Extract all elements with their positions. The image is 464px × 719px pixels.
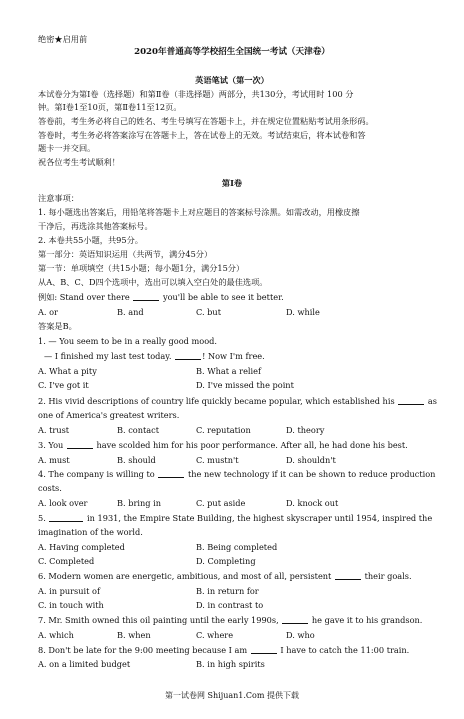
secret-label: 绝密★启用前 (38, 34, 88, 44)
answer-blank (49, 513, 83, 522)
answer-blank (175, 351, 201, 360)
option: B. contact (117, 425, 160, 435)
answer-blank (251, 645, 277, 654)
section-title: 英语笔试（第一次） (195, 75, 269, 85)
question-stem: one of America's greatest writers. (38, 410, 180, 420)
answer-blank (133, 292, 159, 301)
option: C. where (196, 630, 234, 640)
option: A. What a pity (38, 366, 97, 376)
example-stem (38, 292, 284, 303)
option: C. I've got it (38, 380, 89, 390)
intro-line: 本试卷分为第Ⅰ卷（选择题）和第Ⅱ卷（非选择题）两部分，共130分，考试用时 100 分 (38, 89, 354, 99)
option: B. in return for (196, 586, 259, 596)
option: D. I've missed the point (196, 380, 294, 390)
question-stem: 5. in 1931, the Empire State Building, the highest skyscraper until 1954, inspired the (38, 513, 433, 523)
question-stem: 3. You have scolded him for his poor performance. After all, he had done his best. (38, 440, 408, 450)
option: C. reputation (196, 425, 251, 435)
option: B. Being completed (196, 542, 278, 552)
subsection-heading: 第一节：单项填空（共15小题；每小题1分，满分15分） (38, 263, 245, 273)
intro-line: 钟。第Ⅰ卷1至10页，第Ⅱ卷11至12页。 (38, 102, 182, 112)
note-line: 1. 每小题选出答案后，用铅笔将答题卡上对应题目的答案标号涂黑。如需改动，用橡皮擦 (38, 207, 360, 217)
question-stem: imagination of the world. (38, 527, 143, 537)
part1-title: 第Ⅰ卷 (221, 178, 243, 188)
question-stem: 8. Don't be late for the 9:00 meeting because I am I have to catch the 11:00 train. (38, 645, 410, 655)
answer-blank (335, 571, 361, 580)
question-stem: 4. The company is willing to the new technology if it can be shown to reduce production (38, 469, 436, 479)
option: A. Having completed (38, 542, 125, 552)
option: C. in touch with (38, 600, 104, 610)
answer-blank (158, 469, 184, 478)
option: B. when (117, 630, 151, 640)
question-stem: 1. — You seem to be in a really good mood. (38, 336, 217, 346)
option: C. put aside (196, 498, 246, 508)
option: B. What a relief (196, 366, 262, 376)
option: A. which (38, 630, 74, 640)
intro-line: 答卷前，考生务必将自己的姓名、考生号填写在答题卡上，并在规定位置粘贴考试用条形码。 (38, 116, 374, 126)
option: D. Completing (196, 556, 256, 566)
question-stem: 2. His vivid descriptions of country life quickly became popular, which established his as (38, 396, 437, 406)
section-heading: 第一部分：英语知识运用（共两节，满分45分） (38, 249, 213, 259)
question-stem: 7. Mr. Smith owned this oil painting until the early 1990s, he gave it to his grandson. (38, 615, 423, 625)
note-line: 干净后，再选涂其他答案标号。 (38, 221, 153, 231)
option: C. but (196, 307, 221, 317)
instructions: 从A、B、C、D四个选项中，选出可以填入空白处的最佳选项。 (38, 277, 268, 287)
option: A. trust (38, 425, 70, 435)
option: C. Completed (38, 556, 95, 566)
option: B. bring in (117, 498, 162, 508)
answer-blank (67, 440, 93, 449)
option: B. in high spirits (196, 659, 265, 669)
option: A. or (38, 307, 58, 317)
option: D. who (286, 630, 315, 640)
answer-blank (282, 615, 308, 624)
option: B. and (117, 307, 144, 317)
answer-blank (398, 396, 424, 405)
example-prefix: 例如: Stand over there (38, 292, 130, 302)
option: A. look over (38, 498, 88, 508)
question-stem: — I finished my last test today. ! Now I'm free. (44, 351, 265, 361)
option: D. shouldn't (286, 455, 336, 465)
option: C. mustn't (196, 455, 239, 465)
example-answer: 答案是B。 (38, 321, 77, 331)
option: D. knock out (286, 498, 339, 508)
option: D. while (286, 307, 320, 317)
option: D. theory (286, 425, 325, 435)
option: A. in pursuit of (38, 586, 100, 596)
option: D. in contrast to (196, 600, 264, 610)
exam-title: 2020年普通高等学校招生全国统一考试（天津卷） (134, 47, 330, 57)
question-stem: 6. Modern women are energetic, ambitious, and most of all, persistent their goals. (38, 571, 412, 581)
question-stem: costs. (38, 483, 62, 493)
example-suffix: you'll be able to see it better. (162, 292, 284, 302)
option: B. should (117, 455, 156, 465)
note-line: 2. 本卷共55小题，共95分。 (38, 235, 143, 245)
option: A. must (38, 455, 70, 465)
notes-title: 注意事项： (38, 193, 79, 203)
page-footer: 第一试卷网 Shijuan1.Com 提供下载 (165, 691, 299, 700)
intro-line: 答卷时，考生务必将答案涂写在答题卡上，答在试卷上的无效。考试结束后，将本试卷和答 (38, 130, 366, 140)
intro-line: 祝各位考生考试顺利！ (38, 157, 120, 167)
intro-line: 题卡一并交回。 (38, 143, 96, 153)
option: A. on a limited budget (38, 659, 131, 669)
